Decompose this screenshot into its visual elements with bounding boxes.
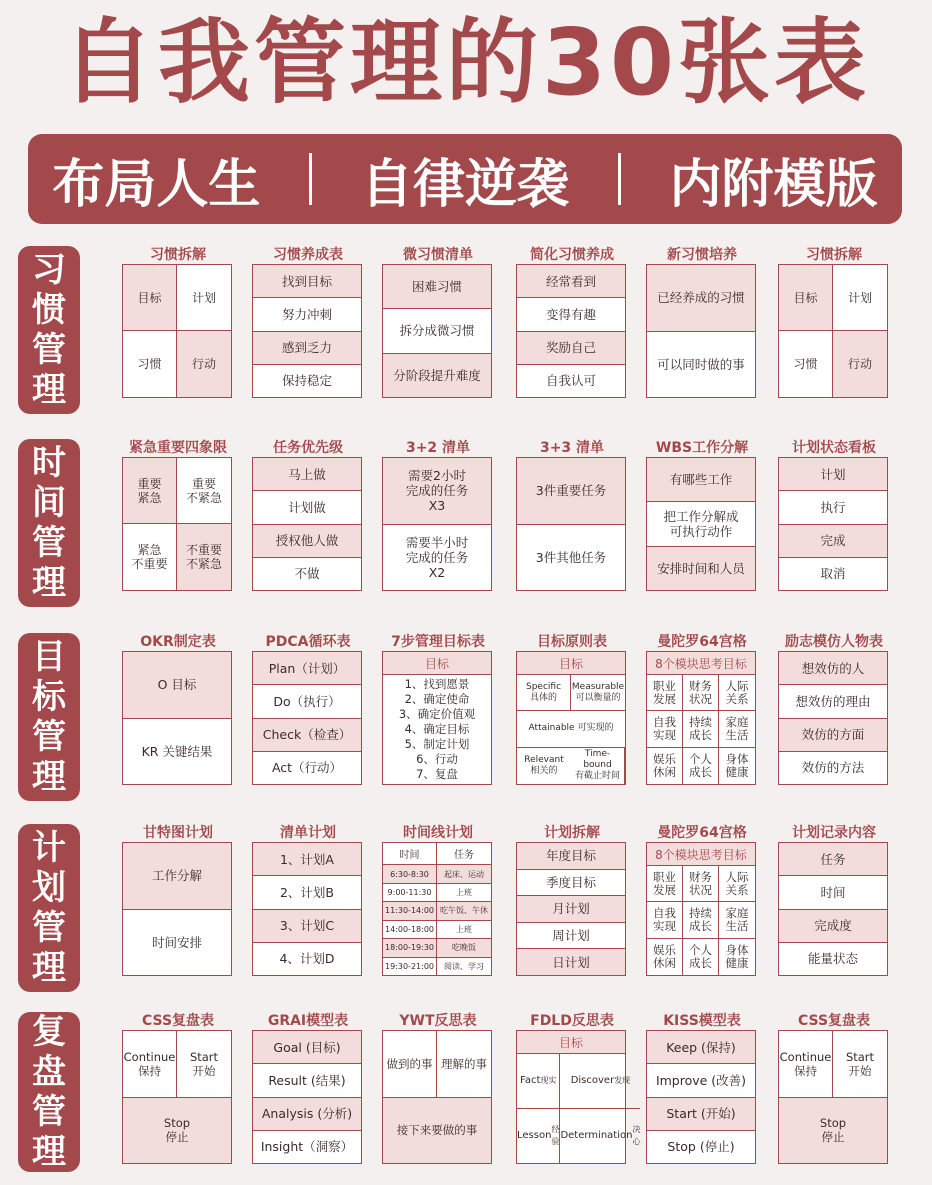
template-card — [778, 822, 890, 982]
table-row: 想效仿的理由 — [779, 685, 887, 718]
list-item: 3、确定价值观 — [398, 707, 476, 721]
grid-cell: 持续 成长 — [683, 902, 719, 938]
category-char: 标 — [32, 677, 66, 717]
template-table — [382, 651, 492, 785]
table-cell: 18:00-19:30 — [383, 939, 437, 957]
template-title: 时间线计划 — [403, 825, 473, 841]
template-title: WBS工作分解 — [655, 440, 749, 456]
banner-text: 布局人生 — [52, 154, 261, 215]
table-row: 找到目标 — [253, 265, 361, 298]
table-cell: 做到的事 — [383, 1031, 437, 1097]
category-char: 管 — [32, 330, 66, 370]
category-char: 理 — [32, 370, 66, 410]
table-row: 奖励自己 — [517, 332, 625, 365]
grid-cell: 不重要 不紧急 — [177, 524, 231, 590]
table-row: 效仿的方面 — [779, 719, 887, 752]
grid-cell: Lesson 经验 — [517, 1109, 560, 1164]
grid-cell: 自我 实现 — [647, 902, 683, 938]
grid-cell: 职业 发展 — [647, 675, 683, 711]
grid-cell: 目标 — [779, 265, 833, 331]
table-row: 完成 — [779, 525, 887, 558]
template-card — [778, 437, 890, 597]
grid-cell: 习惯 — [123, 331, 177, 397]
template-table — [382, 1030, 492, 1164]
grid-cell: Attainable 可实现的 — [517, 711, 625, 747]
category-row — [0, 631, 932, 806]
table-cell: 接下来要做的事 — [383, 1098, 491, 1164]
table-row: 月计划 — [517, 896, 625, 923]
subtitle-banner — [28, 134, 902, 224]
table-row: 3件其他任务 — [535, 549, 607, 565]
template-table — [516, 651, 626, 785]
table-cell: 上班 — [437, 921, 491, 939]
category-label — [18, 439, 80, 607]
template-title: 微习惯清单 — [403, 247, 473, 263]
template-card — [122, 1010, 234, 1170]
template-card — [252, 437, 364, 597]
grid-cell: 身体 健康 — [725, 942, 749, 970]
grid-cell: 财务 状况 — [683, 866, 719, 902]
template-table — [646, 457, 756, 591]
template-card — [646, 822, 758, 982]
category-char: 理 — [32, 948, 66, 988]
category-char: 间 — [32, 483, 66, 523]
template-card — [122, 437, 234, 597]
template-card — [122, 631, 234, 791]
table-row: 安排时间和人员 — [647, 547, 755, 590]
template-title: 甘特图计划 — [143, 825, 213, 841]
table-row: 需要半小时 完成的任务 X2 — [405, 534, 469, 580]
template-title: CSS复盘表 — [141, 1013, 215, 1029]
template-card — [252, 244, 364, 404]
template-title: FDLD反思表 — [530, 1013, 614, 1029]
table-row: 效仿的方法 — [801, 760, 865, 776]
template-title: OKR制定表 — [140, 634, 216, 650]
table-row: 取消 — [820, 566, 846, 582]
list-item: 1、找到愿景 — [404, 677, 470, 691]
category-row — [0, 822, 932, 997]
table-row: 保持稳定 — [281, 373, 332, 389]
grid-cell: 持续 成长 — [683, 711, 719, 747]
template-card — [252, 822, 364, 982]
category-row — [0, 244, 932, 419]
table-row: Goal (目标) — [253, 1031, 361, 1064]
category-char: 管 — [32, 523, 66, 563]
table-row: 变得有趣 — [517, 298, 625, 331]
category-row — [0, 437, 932, 612]
category-char: 理 — [32, 757, 66, 797]
timeline-table — [383, 843, 491, 975]
table-header: 目标 — [517, 652, 625, 675]
template-card — [516, 244, 628, 404]
grid-cell: 个人 成长 — [683, 748, 719, 784]
table-row: 想效仿的人 — [779, 652, 887, 685]
template-title: 3+3 清单 — [539, 440, 605, 456]
list-item: 4、确定目标 — [404, 722, 470, 736]
table-row: 2、计划B — [253, 876, 361, 909]
banner-text: 自律逆袭 — [360, 154, 569, 215]
grid-cell: Fact 现实 — [517, 1054, 560, 1109]
grid-cell: 重要 紧急 — [123, 458, 177, 524]
step-list — [383, 675, 491, 784]
table-top-row — [383, 1031, 491, 1098]
table-row: 计划 — [779, 458, 887, 491]
table-row: 有哪些工作 — [647, 458, 755, 502]
template-card — [516, 822, 628, 982]
category-char: 计 — [32, 828, 66, 868]
template-title: 计划记录内容 — [792, 825, 876, 841]
template-title: PDCA循环表 — [265, 634, 351, 650]
template-table — [778, 651, 888, 785]
list-item: 7、复盘 — [416, 767, 458, 781]
table-cell: 14:00-18:00 — [383, 921, 437, 939]
template-table — [516, 842, 626, 976]
grid-cell: 人际 关系 — [719, 866, 755, 902]
table-row: 困难习惯 — [383, 265, 491, 309]
grid-cell: 财务 状况 — [683, 675, 719, 711]
template-table — [516, 457, 626, 591]
template-table — [122, 264, 232, 398]
grid-cell: 人际 关系 — [719, 675, 755, 711]
template-card — [646, 244, 758, 404]
table-row: 年度目标 — [517, 843, 625, 870]
template-table — [252, 651, 362, 785]
grid-cell: Specific 具体的 — [517, 675, 571, 711]
table-row: 不做 — [294, 566, 320, 582]
table-cell: Start 开始 — [845, 1049, 875, 1078]
template-title: 曼陀罗64宫格 — [657, 825, 747, 841]
table-row: Result (结果) — [253, 1064, 361, 1097]
grid-cell: Relevant 相关的 — [524, 754, 564, 776]
template-table — [646, 264, 756, 398]
template-title: 简化习惯养成 — [530, 247, 614, 263]
template-card — [646, 437, 758, 597]
banner-divider — [309, 153, 312, 205]
mandala-grid — [647, 866, 755, 975]
table-row: 工作分解 — [123, 843, 231, 910]
template-table — [516, 264, 626, 398]
table-row: 日计划 — [517, 949, 625, 975]
template-title: CSS复盘表 — [797, 1013, 871, 1029]
template-card — [382, 631, 494, 791]
template-title: 计划拆解 — [544, 825, 600, 841]
grid-cell: 目标 — [123, 265, 177, 331]
category-label — [18, 246, 80, 414]
template-table — [646, 842, 756, 976]
template-table — [646, 1030, 756, 1164]
table-cell: 吃晚饭 — [437, 939, 491, 957]
table-row: Insight（洞察） — [260, 1139, 354, 1155]
table-row: 时间安排 — [151, 934, 202, 950]
table-cell: 6:30-8:30 — [383, 865, 437, 883]
template-card — [122, 244, 234, 404]
grid-cell: 家庭 生活 — [719, 711, 755, 747]
table-cell: 9:00-11:30 — [383, 884, 437, 902]
table-header-cell: 任务 — [437, 843, 491, 865]
template-table — [778, 457, 888, 591]
fdld-grid — [517, 1054, 641, 1163]
grid-cell: 习惯 — [779, 331, 833, 397]
category-label — [18, 1012, 80, 1172]
template-table — [252, 842, 362, 976]
table-row: 3件重要任务 — [517, 458, 625, 525]
template-table — [516, 1030, 641, 1164]
template-title: 清单计划 — [280, 825, 336, 841]
grid-cell: 计划 — [177, 265, 231, 331]
table-row: 周计划 — [517, 923, 625, 950]
table-row: Check（检查） — [253, 719, 361, 752]
quadrant-grid — [123, 458, 231, 590]
grid-cell: 行动 — [833, 331, 887, 397]
category-label — [18, 633, 80, 801]
grid-cell: 自我 实现 — [647, 711, 683, 747]
table-row: 需要2小时 完成的任务 X3 — [383, 458, 491, 525]
list-item: 6、行动 — [416, 752, 458, 766]
grid-cell: 职业 发展 — [647, 866, 683, 902]
list-item: 5、制定计划 — [404, 737, 470, 751]
smart-grid — [517, 675, 625, 784]
table-cell: Stop 停止 — [123, 1098, 231, 1164]
template-table — [122, 457, 232, 591]
grid-cell: 娱乐 休闲 — [647, 939, 683, 975]
table-row: 感到乏力 — [253, 332, 361, 365]
table-row: 计划做 — [253, 491, 361, 524]
table-cell: Continue 保持 — [779, 1031, 833, 1097]
template-card — [382, 822, 494, 982]
table-cell: 吃午饭、午休 — [437, 902, 491, 920]
table-cell: Start 开始 — [189, 1049, 219, 1078]
table-header: 目标 — [383, 652, 491, 675]
table-header: 8个模块思考目标 — [647, 843, 755, 866]
template-table — [778, 1030, 888, 1164]
category-char: 管 — [32, 1092, 66, 1132]
template-title: YWT反思表 — [399, 1013, 477, 1029]
grid-cell: 身体 健康 — [725, 751, 749, 779]
template-table — [122, 842, 232, 976]
table-row: KR 关键结果 — [141, 743, 213, 759]
category-char: 管 — [32, 717, 66, 757]
template-card — [778, 244, 890, 404]
table-row: 自我认可 — [545, 373, 596, 389]
table-cell: 起床、运动 — [437, 865, 491, 883]
table-row: 可以同时做的事 — [657, 356, 745, 372]
template-table — [778, 842, 888, 976]
cell-subtext: 决心 — [632, 1124, 641, 1146]
table-row: 季度目标 — [517, 870, 625, 897]
table-cell: 阅读、学习 — [444, 961, 484, 971]
grid-cell: 行动 — [177, 331, 231, 397]
table-row: O 目标 — [123, 652, 231, 719]
template-table — [382, 457, 492, 591]
template-title: 新习惯培养 — [667, 247, 737, 263]
template-title: 7步管理目标表 — [391, 634, 485, 650]
table-top-row — [779, 1031, 887, 1098]
template-table — [122, 1030, 232, 1164]
table-row: 1、计划A — [253, 843, 361, 876]
table-row: 能量状态 — [807, 951, 858, 967]
grid-cell: Discover 发现 — [560, 1054, 640, 1109]
table-header-cell: 时间 — [383, 843, 437, 865]
template-title: 紧急重要四象限 — [129, 440, 227, 456]
table-row: 已经养成的习惯 — [647, 265, 755, 332]
table-row: 3、计划C — [253, 910, 361, 943]
template-title: 计划状态看板 — [792, 440, 876, 456]
category-char: 盘 — [32, 1052, 66, 1092]
template-table — [122, 651, 232, 785]
template-title: 目标原则表 — [537, 634, 607, 650]
template-title: KISS模型表 — [663, 1013, 741, 1029]
table-row: 马上做 — [253, 458, 361, 491]
category-char: 理 — [32, 563, 66, 603]
template-title: GRAI模型表 — [267, 1013, 349, 1029]
grid-cell: 紧急 不重要 — [123, 524, 177, 590]
category-char: 习 — [32, 250, 66, 290]
template-title: 习惯养成表 — [273, 247, 343, 263]
template-card — [382, 1010, 494, 1170]
table-row: 任务 — [779, 843, 887, 876]
category-char: 惯 — [32, 290, 66, 330]
template-title: 任务优先级 — [273, 440, 343, 456]
cell-subtext: 经验 — [551, 1124, 560, 1146]
table-cell: Stop 停止 — [779, 1098, 887, 1164]
table-cell: 上班 — [437, 884, 491, 902]
grid-cell: 重要 不紧急 — [177, 458, 231, 524]
table-row: 把工作分解成 可执行动作 — [647, 502, 755, 546]
category-char: 目 — [32, 637, 66, 677]
template-card — [778, 631, 890, 791]
template-card — [516, 631, 628, 791]
table-row: 授权他人做 — [253, 525, 361, 558]
quadrant-grid — [779, 265, 887, 397]
template-title: 曼陀罗64宫格 — [657, 634, 747, 650]
list-item: 2、确定使命 — [404, 692, 470, 706]
mandala-grid — [647, 675, 755, 784]
table-row: Analysis (分析) — [253, 1098, 361, 1131]
template-card — [382, 244, 494, 404]
template-table — [778, 264, 888, 398]
template-card — [778, 1010, 890, 1170]
template-title: 习惯拆解 — [150, 247, 206, 263]
table-row: 完成度 — [779, 910, 887, 943]
page-title: 自我管理的30张表 — [61, 9, 871, 116]
table-row: Plan（计划） — [253, 652, 361, 685]
template-card — [646, 1010, 758, 1170]
category-char: 理 — [32, 1132, 66, 1172]
template-card — [252, 631, 364, 791]
template-table — [382, 842, 492, 976]
table-row: 执行 — [779, 491, 887, 524]
template-table — [646, 651, 756, 785]
template-table — [382, 264, 492, 398]
table-row: 拆分成微习惯 — [383, 309, 491, 353]
grid-cell: 个人 成长 — [683, 939, 719, 975]
category-char: 管 — [32, 908, 66, 948]
table-row: 分阶段提升难度 — [383, 354, 491, 397]
table-cell: 11:30-14:00 — [383, 902, 437, 920]
grid-cell: 家庭 生活 — [719, 902, 755, 938]
template-card — [516, 1010, 641, 1170]
table-cell: Continue 保持 — [123, 1031, 177, 1097]
banner-divider — [618, 153, 621, 205]
table-row: 努力冲刺 — [253, 298, 361, 331]
grid-cell: 娱乐 休闲 — [647, 748, 683, 784]
table-row: Keep (保持) — [647, 1031, 755, 1064]
category-char: 划 — [32, 868, 66, 908]
template-title: 习惯拆解 — [806, 247, 862, 263]
grid-cell: Determination 决心 — [560, 1124, 641, 1146]
template-title: 励志模仿人物表 — [785, 634, 883, 650]
grid-cell: 计划 — [833, 265, 887, 331]
grid-cell: Time-bound 有截止时间 — [571, 748, 625, 784]
table-row: Start (开始) — [647, 1098, 755, 1131]
template-card — [516, 437, 628, 597]
template-card — [252, 1010, 364, 1170]
table-row: Do（执行） — [253, 685, 361, 718]
template-card — [646, 631, 758, 791]
banner-text: 内附模版 — [669, 154, 878, 215]
table-cell: 19:30-21:00 — [383, 958, 437, 975]
template-title: 3+2 清单 — [405, 440, 471, 456]
table-row: 时间 — [779, 876, 887, 909]
template-card — [122, 822, 234, 982]
table-row: Improve (改善) — [647, 1064, 755, 1097]
table-row: 4、计划D — [279, 951, 335, 967]
table-cell: 理解的事 — [441, 1056, 487, 1071]
template-table — [252, 264, 362, 398]
table-header: 8个模块思考目标 — [647, 652, 755, 675]
category-label — [18, 824, 80, 992]
table-row: Act（行动） — [271, 760, 343, 776]
table-row: Stop (停止) — [667, 1139, 735, 1155]
cell-subtext: 发现 — [614, 1075, 631, 1085]
template-table — [252, 457, 362, 591]
table-top-row — [123, 1031, 231, 1098]
category-row — [0, 1010, 932, 1185]
category-char: 时 — [32, 443, 66, 483]
template-card — [382, 437, 494, 597]
cell-subtext: 现实 — [540, 1075, 557, 1085]
category-char: 复 — [32, 1012, 66, 1052]
table-row: 经常看到 — [517, 265, 625, 298]
table-header: 目标 — [517, 1031, 625, 1054]
template-table — [252, 1030, 362, 1164]
quadrant-grid — [123, 265, 231, 397]
grid-cell: Measurable 可以衡量的 — [571, 675, 625, 711]
